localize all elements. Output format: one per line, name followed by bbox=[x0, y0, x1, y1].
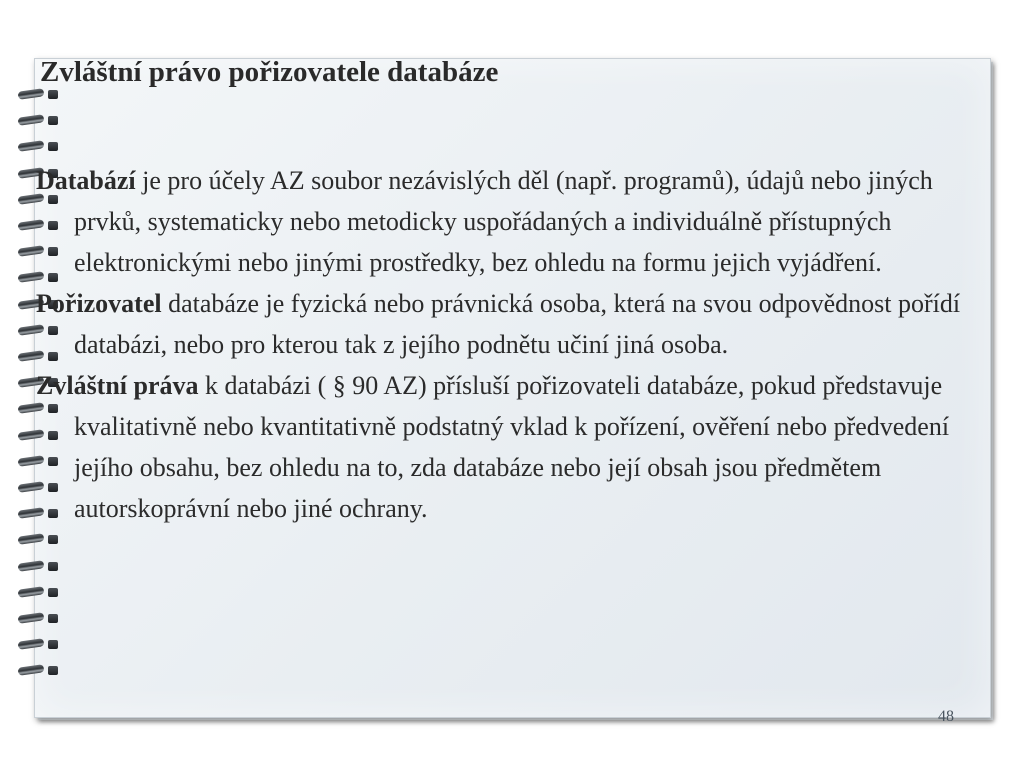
binding-ring bbox=[16, 586, 62, 600]
term-maker: Pořizovatel bbox=[36, 289, 162, 318]
text-maker: databáze je fyzická nebo právnická osoba, která na svou odpovědnost pořídí databázi, nebo pro kterou tak z jejího podnětu učiní jiná osoba. bbox=[74, 289, 961, 359]
binding-ring bbox=[16, 140, 62, 154]
slide-title: Zvláštní právo pořizovatele databáze bbox=[40, 56, 499, 88]
text-special-rights: k databázi ( § 90 AZ) přísluší pořizovateli databáze, pokud představuje kvalitativně nebo kvantitativně podstatný vklad k pořízení, ověření nebo předvedení jejího obsahu, bez ohledu na to, zda databáze nebo její obsah jsou předmětem autorskoprávní nebo jiné ochrany. bbox=[74, 371, 950, 523]
binding-ring bbox=[16, 612, 62, 626]
text-database: je pro účely AZ soubor nezávislých děl (např. programů), údajů nebo jiných prvků, systematicky nebo metodicky uspořádaných a individuálně přístupných elektronickými nebo jinými prostředky, bez ohledu na formu jejich vyjádření. bbox=[74, 166, 933, 277]
binding-ring bbox=[16, 533, 62, 547]
binding-ring bbox=[16, 560, 62, 574]
page-number: 48 bbox=[938, 708, 954, 725]
paragraph-special-rights bbox=[36, 365, 986, 529]
paragraph-database-definition bbox=[36, 160, 986, 283]
term-special-rights: Zvláštní práva bbox=[36, 371, 199, 400]
binding-ring bbox=[16, 664, 62, 678]
paragraph-maker-definition bbox=[36, 283, 986, 365]
binding-ring bbox=[16, 88, 62, 102]
binding-ring bbox=[16, 114, 62, 128]
slide-body bbox=[36, 160, 986, 529]
binding-ring bbox=[16, 638, 62, 652]
term-database: Databází bbox=[36, 166, 136, 195]
